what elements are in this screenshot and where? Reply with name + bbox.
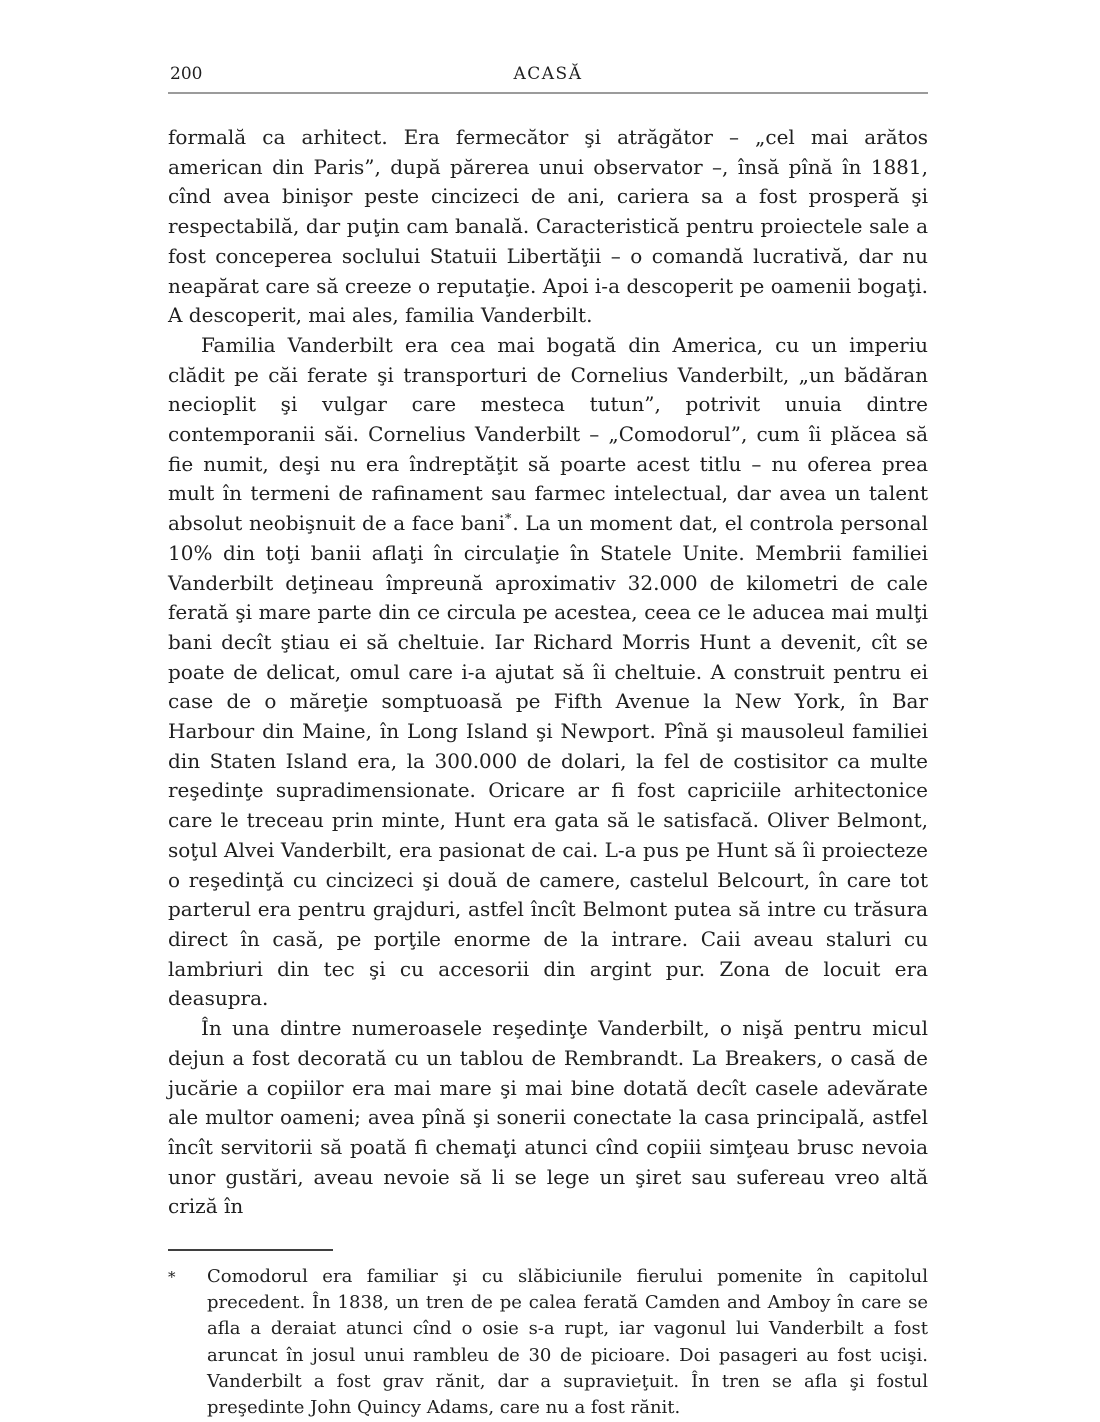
footnote <box>168 1264 928 1421</box>
footnote-text: Comodorul era familiar şi cu slăbiciunile fierului pomenite în capitolul precedent. În 1838, un tren de pe calea ferată Camden and Amboy în care se afla a deraiat atunci cînd o osie s-a rupt, iar vagonul lui Vanderbilt a fost aruncat în josul unui rambleu de 30 de picioare. Doi pasageri au fost ucişi. Vanderbilt a fost grav rănit, dar a supravieţuit. În tren se afla şi fostul preşedinte John Quincy Adams, care nu a fost rănit. <box>207 1266 928 1419</box>
paragraph-2-text-after-note: . La un moment dat, el controla personal 10% din toţi banii aflaţi în circulaţie în Statele Unite. Membrii familiei Vanderbilt deţineau împreună aproximativ 32.000 de kilometri de cale ferată şi mare parte din ce circula pe acestea, ceea ce le aducea mai mulţi bani decît ştiau ei să cheltuie. Iar Richard Morris Hunt a devenit, cît se poate de delicat, omul care i-a ajutat să îi cheltuie. A construit pentru ei case de o măreţie somptuoasă pe Fifth Avenue la New York, în Bar Harbour din Maine, în Long Island şi Newport. Pînă şi mausoleul familiei din Staten Island era, la 300.000 de dolari, la fel de costisitor ca multe reşedinţe supradimensionate. Oricare ar fi fost capriciile arhitectonice care le treceau prin minte, Hunt era gata să le satisfacă. Oliver Belmont, soţul Alvei Vanderbilt, era pasionat de cai. L-a pus pe Hunt să îi proiecteze o reşedinţă cu cincizeci şi două de camere, castelul Belcourt, în care tot parterul era pentru grajduri, astfel încît Belmont putea să intre cu trăsura direct în casă, pe porţile enorme de la intrare. Caii aveau staluri cu lambriuri din tec şi cu accesorii din argint pur. Zona de locuit era deasupra. <box>168 511 928 1011</box>
footnote-section <box>168 1249 928 1421</box>
page-number: 200 <box>170 64 203 84</box>
paragraph-2-text-before-note: Familia Vanderbilt era cea mai bogată din America, cu un imperiu clădit pe căi ferate şi transporturi de Cornelius Vanderbilt, „un bădăran necioplit şi vulgar care mesteca tutun”, potrivit unuia dintre contemporanii săi. Cornelius Vanderbilt – „Comodorul”, cum îi plăcea să fie numit, deşi nu era îndreptăţit să poarte acest titlu – nu oferea prea mult în termeni de rafinament sau farmec intelectual, dar avea un talent absolut neobişnuit de a face bani <box>168 332 928 536</box>
paragraph-3: În una dintre numeroasele reşedinţe Vanderbilt, o nişă pentru micul dejun a fost decorată cu un tablou de Rembrandt. La Breakers, o casă de jucărie a copiilor era mai mare şi mai bine dotată decît casele adevărate ale multor oameni; avea pînă şi sonerii conectate la casa principală, astfel încît servitorii să poată fi chemaţi atunci cînd copiii simţeau brusc nevoia unor gustări, aveau nevoie să li se lege un şiret sau sufereau vreo altă criză în <box>168 1016 928 1219</box>
paragraph-1: formală ca arhitect. Era fermecător şi atrăgător – „cel mai arătos american din Paris”, după părerea unui observator –, însă pînă în 1881, cînd avea binişor peste cincizeci de ani, cariera sa a fost prosperă şi respectabilă, dar puţin cam banală. Caracteristică pentru proiectele sale a fost conceperea soclului Statuii Libertăţii – o comandă lucrativă, dar nu neapărat care să creeze o reputaţie. Apoi i-a descoperit pe oamenii bogaţi. A descoperit, mai ales, familia Vanderbilt. <box>168 125 928 328</box>
paragraph-2 <box>168 331 928 1014</box>
running-title: ACASĂ <box>513 64 583 84</box>
footnote-separator-rule <box>168 1249 333 1251</box>
page-header <box>168 64 928 94</box>
footnote-marker: * <box>168 1268 176 1287</box>
body-text <box>168 123 928 1222</box>
footnote-reference-marker: * <box>504 512 513 528</box>
page-content <box>168 64 928 1421</box>
